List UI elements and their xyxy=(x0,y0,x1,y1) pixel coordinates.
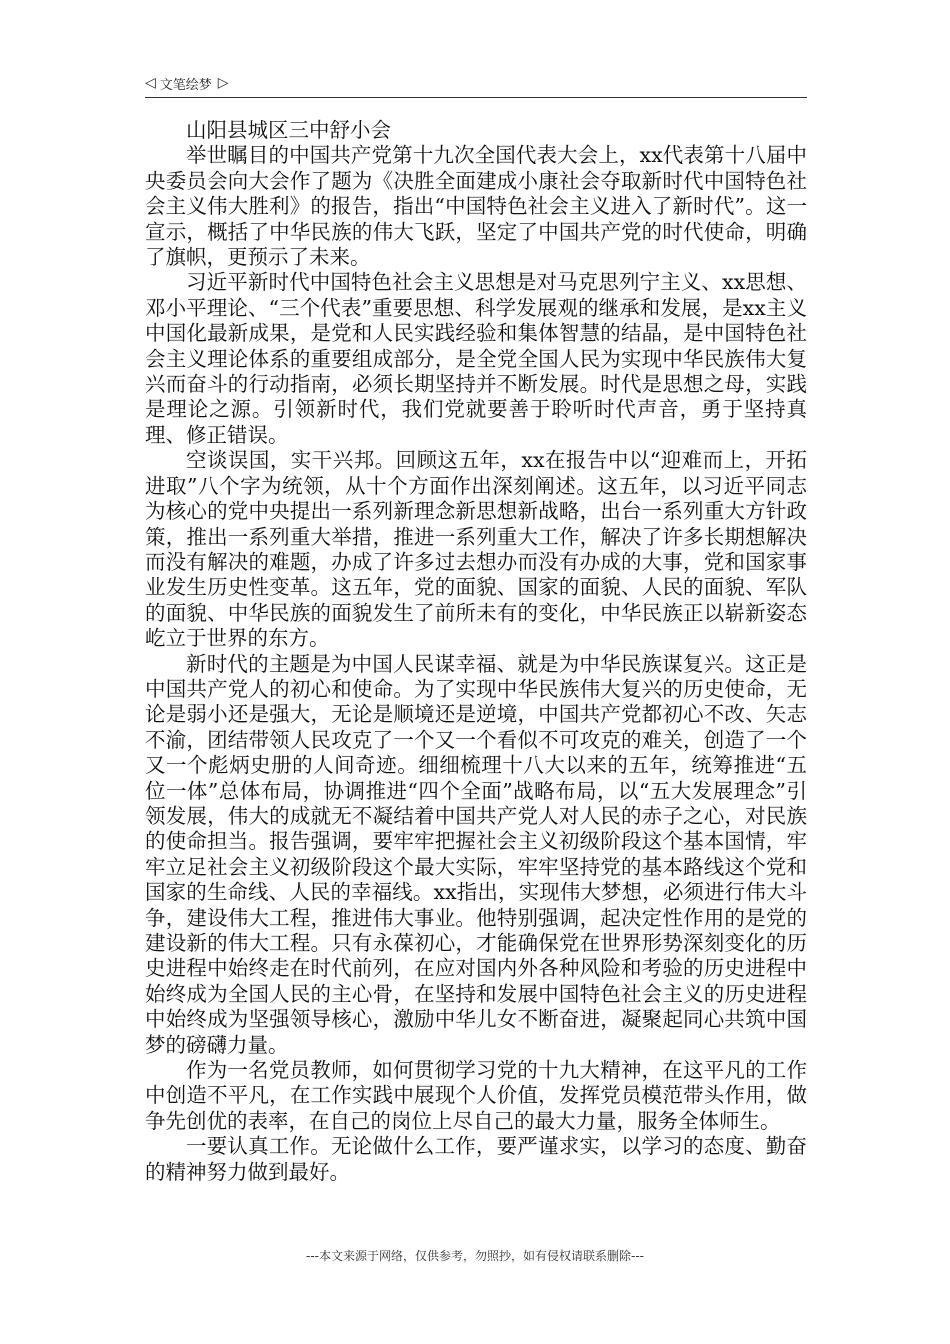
paragraph-1: 举世瞩目的中国共产党第十九次全国代表大会上，xx代表第十八届中央委员会向大会作了题为《决胜全面建成小康社会夺取新时代中国特色社会主义伟大胜利》的报告，指出“中国特色社会主义进入了新时代”。这一宣示，概括了中华民族的伟大飞跃，坚定了中国共产党的时代使命，明确了旗帜，更预示了未来。 xyxy=(145,143,807,270)
document-title: 山阳县城区三中舒小会 xyxy=(186,118,391,142)
paragraph-6: 一要认真工作。无论做什么工作，要严谨求实，以学习的态度、勤奋的精神努力做到最好。 xyxy=(145,1134,807,1184)
header-brand: 文笔绘梦 xyxy=(159,77,212,93)
paragraph-5: 作为一名党员教师，如何贯彻学习党的十九大精神，在这平凡的工作中创造不平凡，在工作实践中展现个人价值，发挥党员模范带头作用，做争先创优的表率，在自己的岗位上尽自己的最大力量，服务全体师生。 xyxy=(145,1058,807,1133)
document-body xyxy=(145,118,807,1185)
paragraph-4: 新时代的主题是为中国人民谋幸福、就是为中华民族谋复兴。这正是中国共产党人的初心和使命。为了实现中华民族伟大复兴的历史使命，无论是弱小还是强大，无论是顺境还是逆境，中国共产党都初心不改、矢志不渝，团结带领人民攻克了一个又一个看似不可攻克的难关，创造了一个又一个彪炳史册的人间奇迹。细细梳理十八大以来的五年，统筹推进“五位一体”总体布局，协调推进“四个全面”战略布局，以“五大发展理念”引领发展，伟大的成就无不凝结着中国共产党人对人民的赤子之心，对民族的使命担当。报告强调，要牢牢把握社会主义初级阶段这个基本国情，牢牢立足社会主义初级阶段这个最大实际，牢牢坚持党的基本路线这个党和国家的生命线、人民的幸福线。xx指出，实现伟大梦想，必须进行伟大斗争，建设伟大工程，推进伟大事业。他特别强调，起决定性作用的是党的建设新的伟大工程。只有永葆初心，才能确保党在世界形势深刻变化的历史进程中始终走在时代前列，在应对国内外各种风险和考验的历史进程中始终成为全国人民的主心骨，在坚持和发展中国特色社会主义的历史进程中始终成为坚强领导核心，激励中华儿女不断奋进，凝聚起同心共筑中国梦的磅礴力量。 xyxy=(145,651,807,1057)
header-divider xyxy=(145,97,807,98)
page-footer-notice: ---本文来源于网络，仅供参考，勿照抄，如有侵权请联系删除--- xyxy=(306,1249,644,1263)
right-triangle-icon: ▷ xyxy=(217,75,229,91)
paragraph-3: 空谈误国，实干兴邦。回顾这五年，xx在报告中以“迎难而上，开拓进取”八个字为统领，从十个方面作出深刻阐述。这五年，以习近平同志为核心的党中央提出一系列新理念新思想新战略，出台一系列重大方针政策，推出一系列重大举措，推进一系列重大工作，解决了许多长期想解决而没有解决的难题，办成了许多过去想办而没有办成的大事，党和国家事业发生历史性变革。这五年，党的面貌、国家的面貌、人民的面貌、军队的面貌、中华民族的面貌发生了前所未有的变化，中华民族正以崭新姿态屹立于世界的东方。 xyxy=(145,448,807,651)
page-header xyxy=(145,72,229,94)
left-triangle-icon: ◁ xyxy=(145,75,156,91)
paragraph-2: 习近平新时代中国特色社会主义思想是对马克思列宁主义、xx思想、邓小平理论、“三个代表”重要思想、科学发展观的继承和发展，是xx主义中国化最新成果，是党和人民实践经验和集体智慧的结晶，是中国特色社会主义理论体系的重要组成部分，是全党全国人民为实现中华民族伟大复兴而奋斗的行动指南，必须长期坚持并不断发展。时代是思想之母，实践是理论之源。引领新时代，我们党就要善于聆听时代声音，勇于坚持真理、修正错误。 xyxy=(145,270,807,447)
